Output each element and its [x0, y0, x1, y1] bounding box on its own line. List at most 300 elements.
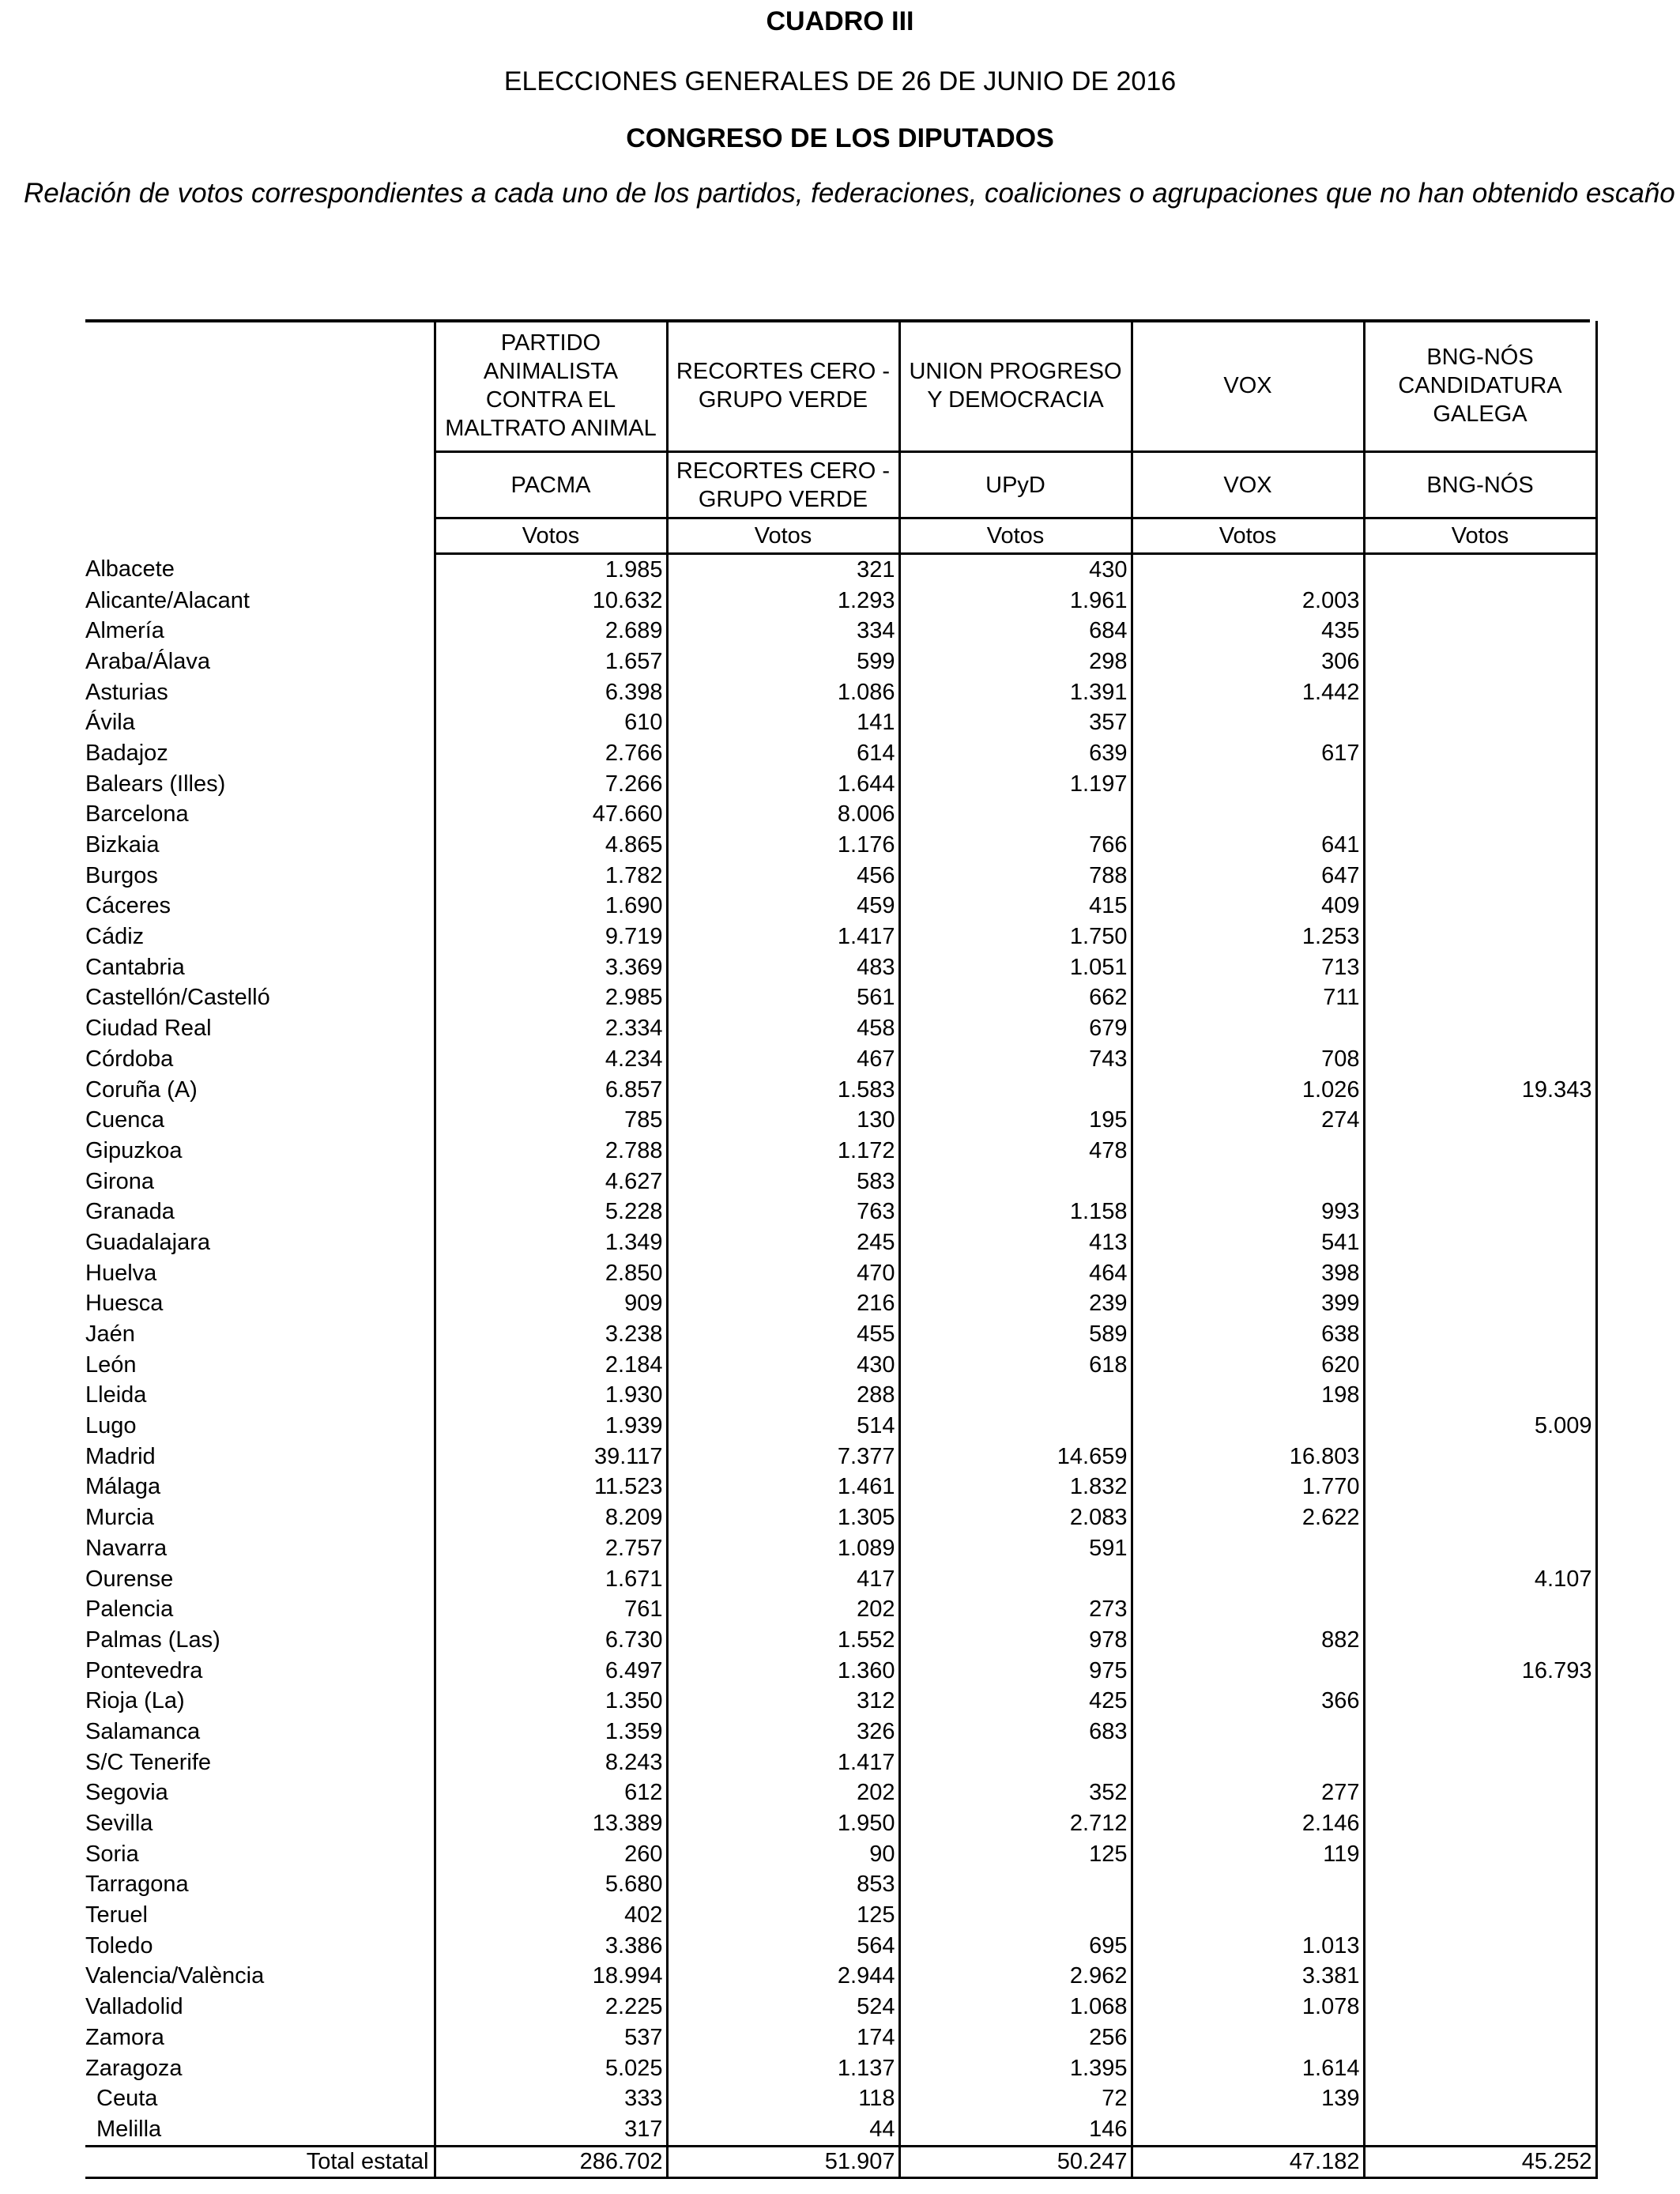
- vote-cell: 44: [667, 2114, 899, 2146]
- vote-cell: 90: [667, 1839, 899, 1870]
- table-row: [85, 1044, 1596, 1075]
- vote-cell: [1364, 677, 1596, 708]
- vote-cell: 326: [667, 1717, 899, 1747]
- province-name: Huelva: [85, 1260, 157, 1286]
- vote-cell: [1364, 1350, 1596, 1381]
- unit-vox: Votos: [1132, 518, 1364, 554]
- table-row: [85, 769, 1596, 800]
- table-row: [85, 983, 1596, 1014]
- vote-cell: 662: [899, 983, 1132, 1014]
- vote-cell: 321: [667, 554, 899, 586]
- vote-cell: 413: [899, 1227, 1132, 1258]
- vote-cell: [1364, 1472, 1596, 1503]
- table-row: [85, 1625, 1596, 1656]
- province-name: León: [85, 1351, 137, 1378]
- province-name: Burgos: [85, 862, 158, 888]
- table-row: [85, 1992, 1596, 2022]
- vote-cell: 458: [667, 1013, 899, 1044]
- vote-cell: 47.660: [435, 800, 667, 831]
- vote-cell: 1.197: [899, 769, 1132, 800]
- vote-cell: 470: [667, 1258, 899, 1289]
- vote-cell: 306: [1132, 647, 1364, 677]
- vote-cell: 139: [1132, 2083, 1364, 2114]
- vote-cell: [1132, 1900, 1364, 1931]
- vote-cell: [1132, 800, 1364, 831]
- vote-cell: 425: [899, 1686, 1132, 1717]
- vote-cell: [1364, 830, 1596, 861]
- vote-cell: [1364, 1747, 1596, 1778]
- vote-cell: [1364, 1717, 1596, 1747]
- vote-cell: 455: [667, 1319, 899, 1350]
- vote-cell: 18.994: [435, 1962, 667, 1992]
- vote-cell: 1.750: [899, 922, 1132, 952]
- vote-cell: [899, 1870, 1132, 1901]
- vote-cell: [899, 1747, 1132, 1778]
- vote-cell: 13.389: [435, 1808, 667, 1839]
- vote-cell: [1132, 707, 1364, 738]
- vote-cell: 14.659: [899, 1442, 1132, 1472]
- province-name: Huesca: [85, 1291, 164, 1317]
- vote-cell: 1.086: [667, 677, 899, 708]
- vote-cell: 352: [899, 1778, 1132, 1809]
- vote-cell: [1364, 1900, 1596, 1931]
- province-name: Zamora: [85, 2024, 164, 2050]
- province-name: Ávila: [85, 710, 135, 736]
- province-name: Pontevedra: [85, 1657, 203, 1683]
- province-name: Teruel: [85, 1902, 148, 1928]
- vote-cell: [1132, 1013, 1364, 1044]
- province-name: Castellón/Castelló: [85, 985, 270, 1011]
- vote-cell: 639: [899, 738, 1132, 769]
- vote-cell: 2.184: [435, 1350, 667, 1381]
- table-row: [85, 2053, 1596, 2084]
- province-name: Valladolid: [85, 1994, 183, 2020]
- vote-cell: 3.381: [1132, 1962, 1364, 1992]
- vote-cell: 679: [899, 1013, 1132, 1044]
- vote-cell: 589: [899, 1319, 1132, 1350]
- total-label: Total estatal: [85, 2146, 435, 2177]
- vote-cell: [1132, 554, 1364, 586]
- vote-cell: 537: [435, 2022, 667, 2053]
- vote-cell: 647: [1132, 861, 1364, 892]
- vote-cell: [1364, 892, 1596, 922]
- vote-cell: [1132, 1870, 1364, 1901]
- vote-cell: 130: [667, 1105, 899, 1136]
- vote-cell: [1364, 1686, 1596, 1717]
- vote-cell: [1132, 2022, 1364, 2053]
- province-name: Madrid: [85, 1443, 156, 1469]
- table-row: [85, 1533, 1596, 1564]
- unit-bng: Votos: [1364, 518, 1596, 554]
- party-name-recortes: RECORTES CERO - GRUPO VERDE: [667, 321, 899, 452]
- vote-cell: 708: [1132, 1044, 1364, 1075]
- vote-cell: 39.117: [435, 1442, 667, 1472]
- vote-cell: 277: [1132, 1778, 1364, 1809]
- vote-cell: 975: [899, 1656, 1132, 1687]
- vote-cell: [899, 1564, 1132, 1595]
- table-row: [85, 1962, 1596, 1992]
- vote-cell: 288: [667, 1381, 899, 1412]
- vote-cell: [899, 1411, 1132, 1442]
- table-row: [85, 1656, 1596, 1687]
- vote-cell: 2.962: [899, 1962, 1132, 1992]
- province-name: Guadalajara: [85, 1229, 210, 1255]
- vote-cell: [1364, 1931, 1596, 1962]
- table-row: [85, 738, 1596, 769]
- vote-cell: 785: [435, 1105, 667, 1136]
- table-row: [85, 1013, 1596, 1044]
- vote-cell: 1.442: [1132, 677, 1364, 708]
- vote-cell: 1.172: [667, 1136, 899, 1167]
- table-row: [85, 800, 1596, 831]
- vote-cell: 638: [1132, 1319, 1364, 1350]
- vote-cell: 399: [1132, 1289, 1364, 1320]
- vote-cell: [1364, 2022, 1596, 2053]
- vote-cell: 119: [1132, 1839, 1364, 1870]
- vote-cell: [1132, 1167, 1364, 1197]
- vote-cell: 260: [435, 1839, 667, 1870]
- province-name: Balears (Illes): [85, 771, 226, 797]
- vote-cell: 583: [667, 1167, 899, 1197]
- vote-cell: 1.950: [667, 1808, 899, 1839]
- election-title: ELECCIONES GENERALES DE 26 DE JUNIO DE 2016: [503, 66, 1177, 96]
- table-row: [85, 1564, 1596, 1595]
- unit-upyd: Votos: [899, 518, 1132, 554]
- vote-cell: [1364, 1870, 1596, 1901]
- party-name-pacma: PARTIDO ANIMALISTA CONTRA EL MALTRATO ANIMAL: [435, 321, 667, 452]
- vote-cell: 141: [667, 707, 899, 738]
- table-row: [85, 1136, 1596, 1167]
- vote-cell: 415: [899, 892, 1132, 922]
- vote-cell: 1.305: [667, 1502, 899, 1533]
- vote-cell: 1.657: [435, 647, 667, 677]
- vote-cell: [1364, 769, 1596, 800]
- total-vote-cell: 51.907: [667, 2146, 899, 2177]
- vote-cell: 2.850: [435, 1258, 667, 1289]
- vote-cell: 402: [435, 1900, 667, 1931]
- table-row: [85, 1258, 1596, 1289]
- table-row: [85, 1900, 1596, 1931]
- table-row: [85, 1227, 1596, 1258]
- vote-cell: 10.632: [435, 586, 667, 616]
- vote-cell: 202: [667, 1594, 899, 1625]
- vote-cell: 256: [899, 2022, 1132, 2053]
- province-name: Ceuta: [96, 2086, 158, 2112]
- table-row: [85, 647, 1596, 677]
- vote-cell: [1364, 1105, 1596, 1136]
- total-row: [85, 2146, 1596, 2177]
- vote-cell: [899, 800, 1132, 831]
- vote-cell: 1.051: [899, 952, 1132, 983]
- province-name: Palencia: [85, 1596, 174, 1623]
- vote-cell: [1132, 1411, 1364, 1442]
- vote-cell: 357: [899, 707, 1132, 738]
- vote-cell: 788: [899, 861, 1132, 892]
- vote-cell: 3.238: [435, 1319, 667, 1350]
- table-description: Relación de votos correspondientes a cada uno de los partidos, federaciones, coaliciones o agrupaciones que no han obtenido escaño: [24, 178, 1675, 209]
- vote-cell: 417: [667, 1564, 899, 1595]
- vote-cell: 763: [667, 1197, 899, 1227]
- vote-cell: 298: [899, 647, 1132, 677]
- table-row: [85, 1442, 1596, 1472]
- vote-cell: [1364, 1013, 1596, 1044]
- vote-cell: 4.107: [1364, 1564, 1596, 1595]
- vote-cell: 1.552: [667, 1625, 899, 1656]
- unit-pacma: Votos: [435, 518, 667, 554]
- vote-cell: 1.583: [667, 1075, 899, 1106]
- vote-cell: [1364, 1227, 1596, 1258]
- vote-cell: [1364, 2083, 1596, 2114]
- vote-cell: 6.398: [435, 677, 667, 708]
- province-name: Granada: [85, 1199, 175, 1225]
- table-row: [85, 1197, 1596, 1227]
- table-row: [85, 616, 1596, 647]
- province-name: Cádiz: [85, 924, 145, 950]
- table-row: [85, 1411, 1596, 1442]
- table-row: [85, 1167, 1596, 1197]
- vote-cell: [1364, 647, 1596, 677]
- vote-cell: [1364, 1533, 1596, 1564]
- vote-cell: 853: [667, 1870, 899, 1901]
- vote-cell: 993: [1132, 1197, 1364, 1227]
- vote-cell: 614: [667, 738, 899, 769]
- vote-cell: 7.266: [435, 769, 667, 800]
- vote-cell: [1364, 1044, 1596, 1075]
- vote-cell: 8.209: [435, 1502, 667, 1533]
- vote-cell: 3.386: [435, 1931, 667, 1962]
- province-name: Segovia: [85, 1780, 168, 1806]
- vote-cell: 2.146: [1132, 1808, 1364, 1839]
- vote-cell: 459: [667, 892, 899, 922]
- province-name: Tarragona: [85, 1872, 189, 1898]
- vote-cell: 1.078: [1132, 1992, 1364, 2022]
- vote-cell: [1364, 738, 1596, 769]
- vote-cell: 1.158: [899, 1197, 1132, 1227]
- vote-cell: 1.293: [667, 586, 899, 616]
- province-name: Jaén: [85, 1321, 135, 1348]
- province-name: Barcelona: [85, 801, 189, 827]
- vote-cell: [899, 1167, 1132, 1197]
- table-row: [85, 586, 1596, 616]
- vote-cell: 2.689: [435, 616, 667, 647]
- vote-cell: [1364, 1839, 1596, 1870]
- province-name: Cantabria: [85, 954, 185, 980]
- unit-row: [85, 518, 1596, 554]
- province-name: Salamanca: [85, 1718, 201, 1744]
- vote-cell: [1364, 1381, 1596, 1412]
- vote-cell: [1364, 1594, 1596, 1625]
- vote-cell: [1364, 2114, 1596, 2146]
- vote-cell: 1.359: [435, 1717, 667, 1747]
- vote-cell: 8.006: [667, 800, 899, 831]
- votes-table: [85, 321, 1598, 2179]
- table-row: [85, 2022, 1596, 2053]
- vote-cell: [1364, 1778, 1596, 1809]
- unit-recortes: Votos: [667, 518, 899, 554]
- province-name: Palmas (Las): [85, 1627, 220, 1653]
- province-name: Lugo: [85, 1413, 137, 1439]
- table-row: [85, 2114, 1596, 2146]
- vote-cell: 118: [667, 2083, 899, 2114]
- vote-cell: 273: [899, 1594, 1132, 1625]
- vote-cell: 1.349: [435, 1227, 667, 1258]
- vote-cell: 5.009: [1364, 1411, 1596, 1442]
- vote-cell: 713: [1132, 952, 1364, 983]
- vote-cell: [1364, 2053, 1596, 2084]
- table-row: [85, 830, 1596, 861]
- vote-cell: 882: [1132, 1625, 1364, 1656]
- vote-cell: 19.343: [1364, 1075, 1596, 1106]
- vote-cell: [1364, 1167, 1596, 1197]
- province-name: Navarra: [85, 1535, 168, 1561]
- vote-cell: 198: [1132, 1381, 1364, 1412]
- vote-cell: 2.788: [435, 1136, 667, 1167]
- vote-cell: 1.137: [667, 2053, 899, 2084]
- province-name: Badajoz: [85, 740, 168, 766]
- vote-cell: 16.803: [1132, 1442, 1364, 1472]
- vote-cell: 1.068: [899, 1992, 1132, 2022]
- party-name-vox: VOX: [1132, 321, 1364, 452]
- province-name: Sevilla: [85, 1811, 153, 1837]
- total-vote-cell: 47.182: [1132, 2146, 1364, 2177]
- vote-cell: [1364, 1319, 1596, 1350]
- vote-cell: 125: [667, 1900, 899, 1931]
- province-name: Málaga: [85, 1474, 161, 1500]
- table-row: [85, 677, 1596, 708]
- vote-cell: 2.712: [899, 1808, 1132, 1839]
- vote-cell: 72: [899, 2083, 1132, 2114]
- vote-cell: [1132, 1656, 1364, 1687]
- vote-cell: 9.719: [435, 922, 667, 952]
- vote-cell: 2.334: [435, 1013, 667, 1044]
- province-name: Cáceres: [85, 893, 171, 919]
- vote-cell: 909: [435, 1289, 667, 1320]
- vote-cell: 641: [1132, 830, 1364, 861]
- vote-cell: [1364, 922, 1596, 952]
- table-row: [85, 1747, 1596, 1778]
- vote-cell: 2.225: [435, 1992, 667, 2022]
- vote-cell: 6.857: [435, 1075, 667, 1106]
- table-row: [85, 892, 1596, 922]
- vote-cell: 1.417: [667, 1747, 899, 1778]
- vote-cell: 409: [1132, 892, 1364, 922]
- province-name: Gipuzkoa: [85, 1137, 183, 1163]
- vote-cell: 2.944: [667, 1962, 899, 1992]
- province-name: Araba/Álava: [85, 648, 210, 674]
- vote-cell: 695: [899, 1931, 1132, 1962]
- vote-cell: 1.644: [667, 769, 899, 800]
- vote-cell: [1364, 586, 1596, 616]
- vote-cell: 216: [667, 1289, 899, 1320]
- vote-cell: 202: [667, 1778, 899, 1809]
- vote-cell: 1.417: [667, 922, 899, 952]
- table-row: [85, 1319, 1596, 1350]
- party-name-row: [85, 321, 1596, 452]
- province-name: Toledo: [85, 1932, 153, 1958]
- vote-cell: 317: [435, 2114, 667, 2146]
- vote-cell: [1132, 2114, 1364, 2146]
- vote-cell: 366: [1132, 1686, 1364, 1717]
- vote-cell: 4.627: [435, 1167, 667, 1197]
- cuadro-title: CUADRO III: [766, 6, 914, 36]
- table-row: [85, 1105, 1596, 1136]
- party-name-upyd: UNION PROGRESO Y DEMOCRACIA: [899, 321, 1132, 452]
- province-name: Rioja (La): [85, 1688, 185, 1714]
- vote-cell: 1.395: [899, 2053, 1132, 2084]
- vote-cell: 435: [1132, 616, 1364, 647]
- table-row: [85, 952, 1596, 983]
- vote-cell: 430: [667, 1350, 899, 1381]
- vote-cell: 5.025: [435, 2053, 667, 2084]
- vote-cell: 467: [667, 1044, 899, 1075]
- table-row: [85, 1350, 1596, 1381]
- vote-cell: [1364, 554, 1596, 586]
- party-abbr-upyd: UPyD: [899, 452, 1132, 518]
- vote-cell: 743: [899, 1044, 1132, 1075]
- vote-cell: 2.766: [435, 738, 667, 769]
- vote-cell: 1.961: [899, 586, 1132, 616]
- table-row: [85, 1778, 1596, 1809]
- vote-cell: [1364, 861, 1596, 892]
- vote-cell: [1364, 1258, 1596, 1289]
- vote-cell: 483: [667, 952, 899, 983]
- party-abbr-bng: BNG-NÓS: [1364, 452, 1596, 518]
- vote-cell: 333: [435, 2083, 667, 2114]
- table-row: [85, 1839, 1596, 1870]
- province-name: Zaragoza: [85, 2055, 183, 2081]
- vote-cell: [1364, 1625, 1596, 1656]
- party-abbr-recortes: RECORTES CERO - GRUPO VERDE: [667, 452, 899, 518]
- vote-cell: [1364, 800, 1596, 831]
- vote-cell: 2.003: [1132, 586, 1364, 616]
- vote-cell: 766: [899, 830, 1132, 861]
- vote-cell: 398: [1132, 1258, 1364, 1289]
- vote-cell: [899, 1381, 1132, 1412]
- vote-cell: 245: [667, 1227, 899, 1258]
- vote-cell: 1.985: [435, 554, 667, 586]
- vote-cell: 1.013: [1132, 1931, 1364, 1962]
- vote-cell: 684: [899, 616, 1132, 647]
- vote-cell: 5.228: [435, 1197, 667, 1227]
- vote-cell: 16.793: [1364, 1656, 1596, 1687]
- total-vote-cell: 50.247: [899, 2146, 1132, 2177]
- vote-cell: 4.234: [435, 1044, 667, 1075]
- vote-cell: 617: [1132, 738, 1364, 769]
- vote-cell: 478: [899, 1136, 1132, 1167]
- vote-cell: [1364, 1808, 1596, 1839]
- vote-cell: 6.730: [435, 1625, 667, 1656]
- vote-cell: 5.680: [435, 1870, 667, 1901]
- vote-cell: [1364, 616, 1596, 647]
- table-row: [85, 1472, 1596, 1503]
- vote-cell: [1364, 1992, 1596, 2022]
- vote-cell: 125: [899, 1839, 1132, 1870]
- province-name: Valencia/València: [85, 1963, 265, 1989]
- vote-cell: [1364, 1442, 1596, 1472]
- corner-cell: [85, 321, 435, 452]
- vote-cell: 1.253: [1132, 922, 1364, 952]
- vote-cell: 1.614: [1132, 2053, 1364, 2084]
- party-abbr-row: [85, 452, 1596, 518]
- table-row: [85, 1502, 1596, 1533]
- party-name-bng: BNG-NÓS CANDIDATURA GALEGA: [1364, 321, 1596, 452]
- vote-cell: [1364, 1502, 1596, 1533]
- vote-cell: [1132, 1136, 1364, 1167]
- vote-cell: 599: [667, 647, 899, 677]
- table-row: [85, 707, 1596, 738]
- table-row: [85, 1289, 1596, 1320]
- vote-cell: 8.243: [435, 1747, 667, 1778]
